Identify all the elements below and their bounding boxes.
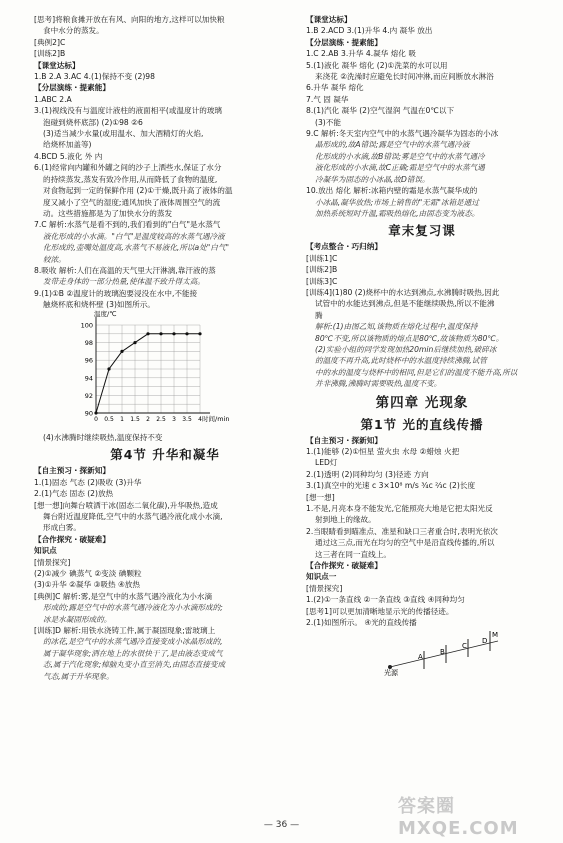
answer-line: (2)①减少 碘蒸气 ②变淡 碘颗粒 <box>34 569 142 579</box>
answer-line: [想一想] <box>306 492 335 502</box>
label-b: B <box>440 647 445 656</box>
answer-line: 2.(1)透明 (2)同种均匀 (3)径迹 方向 <box>306 469 429 479</box>
answer-line: 1.C 2.AB 3.升华 4.凝华 熔化 吸 <box>306 49 416 59</box>
answer-line: 9.C 解析:冬天室内空气中的水蒸气遇冷凝华为固态的小冰 <box>306 129 499 139</box>
answer-line: 【合作探究・破疑难】 <box>306 561 382 571</box>
answer-line: [想一想]向舞台喷洒干冰(固态二氧化碳),升华吸热,造成 <box>34 500 218 510</box>
x-tick-label: 0 <box>94 415 98 423</box>
y-tick-label: 90 <box>84 409 93 418</box>
answer-line: 【分层演练・提素能】 <box>34 83 110 93</box>
x-tick-label: 4 <box>198 415 202 423</box>
answer-line: 给烧杯加盖等) <box>43 140 92 150</box>
answer-line: 对食物起到一定的保鲜作用 (2)①干燥,既升高了液体的温 <box>43 186 233 196</box>
data-point <box>94 411 97 414</box>
data-point <box>120 349 123 352</box>
label-source: 光源 <box>384 668 398 677</box>
answer-line: 3.(1)视线没有与温度计液柱的液面相平(或温度计的玻璃 <box>34 106 223 116</box>
answer-line: 并非沸腾,沸腾时需要吸热,温度不变。 <box>315 379 442 389</box>
answer-line: 较浓。 <box>43 254 66 264</box>
data-point <box>198 332 201 335</box>
page-number: — 36 — <box>263 820 300 830</box>
answer-line: 泡碰到烧杯底部) (2)①98 ②6 <box>43 117 143 127</box>
answer-line: 的持续蒸发,蒸发有致冷作用,从而降低了食物的温度, <box>43 174 218 184</box>
data-point <box>107 367 110 370</box>
answer-line: 来浇花 ②洗澡时应避免长时间冲淋,而应间断放水淋浴 <box>315 72 494 82</box>
answer-line: 【考点整合・巧归纳】 <box>306 242 382 252</box>
answer-line: [思考1]可以更加清晰地显示光的传播径迹。 <box>306 606 454 616</box>
answer-line: (3)适当减少水量(或用温水、加大酒精灯的火焰, <box>43 129 204 139</box>
right-answers-review <box>306 241 538 389</box>
answer-line: 1.(2)①一条直线 ②一条直线 ③直线 ④同种均匀 <box>306 595 465 605</box>
y-tick-label: 94 <box>84 373 93 382</box>
answer-line: 8.(1)汽化 凝华 (2)空气湿润 气温在0℃以下 <box>306 106 455 116</box>
answer-line: 度又减小了空气的湿度;通风加快了液体周围空气的流 <box>43 197 221 207</box>
data-point <box>172 332 175 335</box>
answer-line: 态,属于汽化现象;樟脑丸变小直至消失,由固态直接变成 <box>43 660 226 670</box>
answer-line: [训练2]B <box>34 49 66 59</box>
answer-line: 1.(1)固态 气态 (2)吸收 (3)升华 <box>34 477 142 487</box>
x-tick-label: 2 <box>146 415 150 423</box>
x-tick-label: 0.5 <box>104 415 114 423</box>
answer-line: 3.(1)真空中的光速 c 3×10⁸ m/s ³⁄₄c ²⁄₃c (2)长度 <box>306 481 476 491</box>
x-tick-label: 3 <box>172 415 176 423</box>
y-tick-label: 100 <box>80 321 93 330</box>
answer-line: [训练1]C <box>306 253 338 263</box>
section-4-title: 第4节 升华和凝华 <box>110 447 220 463</box>
answer-line: 7.气 固 凝华 <box>306 94 349 104</box>
left-answers-mid <box>34 432 296 443</box>
y-axis-label: 温度/℃ <box>94 309 117 318</box>
answer-line: 【合作探究・破疑难】 <box>34 534 110 544</box>
answer-line: LED灯 <box>315 458 338 468</box>
answer-line: 知识点 <box>34 546 57 556</box>
answer-line: 2.(1)气态 固态 (2)放热 <box>34 489 114 499</box>
answer-line: 腾 <box>315 310 323 320</box>
answer-line: 气态,属于升华现象。 <box>43 671 114 681</box>
answer-line: 【分层演练・提素能】 <box>306 37 382 47</box>
answer-line: 冰是水凝固形成的。 <box>43 614 112 624</box>
right-answers-bottom <box>306 435 538 629</box>
answer-line: 【课堂达标】 <box>306 15 352 24</box>
x-axis-label: 时间/min <box>202 414 230 423</box>
answer-line: [情景探究] <box>34 557 71 567</box>
x-tick-label: 2.5 <box>156 415 166 423</box>
answer-line: 化形成的小水滴,故B错误;雾是空气中的水蒸气遇冷 <box>315 151 485 161</box>
answer-line: 7.C 解析:水蒸气是看不到的,我们看到的"白气"是水蒸气 <box>34 220 221 230</box>
data-point <box>146 332 149 335</box>
answer-line: 的冰花,是空气中的水蒸气遇冷直接变成小冰晶形成的, <box>43 637 223 647</box>
answer-line: 舞台附近温度降低,空气中的水蒸气遇冷液化成小水滴, <box>43 512 223 521</box>
answer-line: 1.不是,月亮本身不能发光,它能照亮大地是它把太阳光反 <box>306 504 493 514</box>
answer-line: 知识点一 <box>306 572 337 582</box>
answer-line: 试管中的水能达到沸点,但是不能继续吸热,所以不能沸 <box>315 299 495 309</box>
answer-line: 这三者在同一直线上。 <box>315 549 391 559</box>
y-tick-label: 92 <box>84 391 93 400</box>
answer-line: 80℃不变,所以该物质的熔点是80℃,故该物质为80℃。 <box>315 333 504 343</box>
answer-line: 液化形成的小水滴。"白气"是温度较高的水蒸气遇冷液 <box>43 231 225 241</box>
y-tick-label: 98 <box>84 338 93 347</box>
data-point <box>185 332 188 335</box>
answer-line: [训练]D 解析:用铁水浇铸工件,属于凝固现象;雷玻璃上 <box>34 626 216 636</box>
x-tick-label: 1 <box>120 415 124 423</box>
label-m: M <box>492 630 499 639</box>
answer-line: 【自主预习・探新知】 <box>306 435 382 445</box>
answer-line: 冷凝华为固态的小冰晶,故D错误。 <box>315 174 430 184</box>
answer-line: 食中水分的蒸发。 <box>43 26 104 36</box>
answer-line: 1.B 2.A 3.AC 4.(1)保持不变 (2)98 <box>34 72 155 82</box>
chapter-review-title: 章末复习课 <box>388 223 456 239</box>
answer-line: (4)水沸腾时继续吸热,温度保持不变 <box>43 432 163 442</box>
answer-line: 通过这三点,而光在均匀的空气中是沿直线传播的,所以 <box>315 538 495 548</box>
chapter-4-title: 第四章 光现象 <box>375 394 469 411</box>
section-1-title: 第1节 光的直线传播 <box>360 416 484 432</box>
answer-line: 1.ABC 2.A <box>34 94 72 104</box>
answer-line: 5.(1)液化 凝华 熔化 (2)①洗菜的水可以用 <box>306 60 448 70</box>
answer-line: 形成的;露是空气中的水蒸气遇冷液化为小水滴形成的; <box>43 603 223 613</box>
label-d: D <box>482 636 488 645</box>
answer-line: 触烧杯底和烧杯壁 (3)如图所示。 <box>43 300 155 310</box>
answer-line: 化形成的,壶嘴处温度高,水蒸气不易液化,所以a处"白气" <box>43 243 229 253</box>
answer-line: [训练3]C <box>306 276 338 286</box>
left-column <box>34 14 296 682</box>
answer-line: 6.(1)经常向内罐和外罐之间的沙子上洒些水,保证了水分 <box>34 163 222 173</box>
answer-line: [典例]C 解析:雾,是空气中的水蒸气遇冷液化为小水滴 <box>34 591 213 601</box>
answer-line: (3)①升华 ②凝华 ③吸热 ④放热 <box>34 580 140 590</box>
answer-line: 4.BCD 5.液化 外 内 <box>34 151 103 161</box>
answer-line: 10.放出 熔化 解析:冰箱内壁的霜是水蒸气凝华成的 <box>306 186 478 196</box>
answer-line: 解析:(1)由图乙知,该物质在熔化过程中,温度保持 <box>315 322 478 332</box>
answer-line: [典例2]C <box>34 37 66 47</box>
answer-line: 1.B 2.ACD 3.(1)升华 4.内 凝华 放出 <box>306 26 433 36</box>
answer-line: 【课堂达标】 <box>34 60 80 70</box>
answer-line: 的温度不再升高,此时烧杯中的水温度持续沸腾,试管 <box>315 356 487 366</box>
left-answers-top <box>34 14 296 311</box>
answer-line: [思考]将粮食摊开放在有风、向阳的地方,这样可以加快粮 <box>34 15 225 24</box>
chart-svg <box>34 309 230 429</box>
data-point <box>133 341 136 344</box>
answer-line: 1.(1)能够 (2)①恒星 萤火虫 水母 ②蜡烛 火把 <box>306 447 460 456</box>
light-path-diagram <box>384 629 504 675</box>
answer-line: 动。这些措施都是为了加快水分的蒸发 <box>43 208 173 218</box>
answer-line: 2.当眼睛看到瞄准点、准星和缺口三者重合时,表明光依次 <box>306 526 498 536</box>
answer-line: 8.吸收 解析:人们在高温的天气里大汗淋漓,靠汗液的蒸 <box>34 265 216 275</box>
left-answers-bottom <box>34 465 296 682</box>
answer-line: 液化形成的小水滴,故C正确;霜是空气中的水蒸气遇 <box>315 163 485 173</box>
answer-line: (2)实验小组的同学发现加热20min后继续加热,破碎冰 <box>315 344 497 354</box>
label-a: A <box>418 652 423 661</box>
answer-line: [训练4](1)80 (2)烧杯中的水达到沸点,水沸腾时吸热,因此 <box>306 287 500 297</box>
answer-line: 形成白雾。 <box>43 523 81 533</box>
answer-line: 属于凝华现象;洒在地上的水很快干了,是由液态变成气 <box>43 648 223 658</box>
answer-line: 加热系统短时升温,霜吸热熔化,由固态变为液态。 <box>315 208 480 218</box>
answer-line: (3)不能 <box>315 117 341 127</box>
x-tick-label: 3.5 <box>182 415 192 423</box>
answer-line: [情景探究] <box>306 583 343 593</box>
data-point <box>159 332 162 335</box>
label-c: C <box>462 641 467 650</box>
watermark: 答案圈 MXQE.COM <box>398 796 519 839</box>
right-answers-top <box>306 14 538 219</box>
answer-line: 【自主预习・探新知】 <box>34 466 110 476</box>
answer-line: 射到地上的缘故。 <box>315 515 376 525</box>
x-tick-label: 1.5 <box>130 415 140 423</box>
answer-line: 2.(1)如图所示。 ④光的直线传播 <box>306 618 417 628</box>
answer-line: 发带走身体的一部分热量,使体温不致升得太高。 <box>43 277 205 287</box>
y-tick-label: 96 <box>84 356 93 365</box>
boiling-temperature-chart <box>34 311 296 432</box>
right-column <box>306 14 538 678</box>
answer-line: 中的水的温度与烧杯中的相同,但是它们的温度不能升高,所以 <box>315 367 518 377</box>
answer-line: 晶形成的,故A错误;露是空气中的水蒸气遇冷液 <box>315 140 470 150</box>
answer-line: 小冰晶,凝华放热;市场上销售的"无霜"冰箱是通过 <box>315 197 479 207</box>
answer-line: 6.升华 凝华 熔化 <box>306 83 364 93</box>
answer-line: [训练2]B <box>306 265 338 275</box>
answer-line: 9.(1)①B ②温度计的玻璃泡要浸没在水中,不能接 <box>34 288 198 298</box>
